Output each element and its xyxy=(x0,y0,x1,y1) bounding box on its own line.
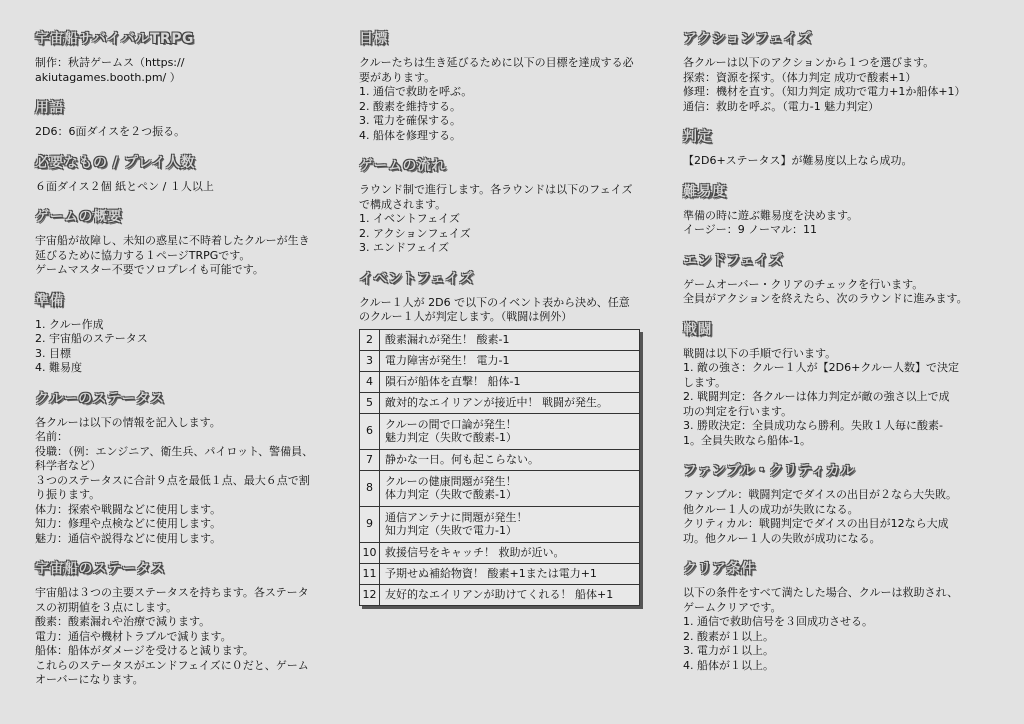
section-fumble-critical xyxy=(683,462,1003,546)
credits: 制作：秋詩ゲームス（https:// akiutagames.booth.pm/ ） xyxy=(35,56,185,84)
goals-heading: 目標 xyxy=(359,31,388,47)
section-preparation xyxy=(35,292,345,376)
section-crew-status xyxy=(35,390,345,547)
table-row xyxy=(360,449,640,470)
table-row xyxy=(360,350,640,371)
action-phase-heading: アクションフェイズ xyxy=(683,31,812,47)
table-row xyxy=(360,563,640,584)
action-phase-body: 各クルーは以下のアクションから１つを選びます。 探索：資源を探す。（体力判定 成功で酸素+1） 修理：機材を直す。（知力判定 成功で電力+1か船体+1） 通信：救助を呼ぶ。（電力-1 魅力判定） xyxy=(683,56,966,113)
table-row xyxy=(360,542,640,563)
section-difficulty xyxy=(683,183,1003,238)
event-text: 電力障害が発生！ 電力-1 xyxy=(380,350,640,371)
section-combat xyxy=(683,321,1003,449)
event-roll: 4 xyxy=(360,371,380,392)
event-roll: 6 xyxy=(360,413,380,449)
terms-heading: 用語 xyxy=(35,100,64,116)
column-left xyxy=(35,30,345,702)
event-text: 通信アンテナに問題が発生！ 知力判定（失敗で電力-1） xyxy=(380,506,640,542)
event-text: 救援信号をキャッチ！ 救助が近い。 xyxy=(380,542,640,563)
difficulty-body: 準備の時に遊ぶ難易度を決めます。 イージー：9 ノーマル：11 xyxy=(683,208,859,236)
event-roll: 9 xyxy=(360,506,380,542)
event-roll: 11 xyxy=(360,563,380,584)
clear-heading: クリア条件 xyxy=(683,561,756,577)
event-roll: 10 xyxy=(360,542,380,563)
flow-heading: ゲームの流れ xyxy=(359,158,446,174)
section-check xyxy=(683,128,1003,169)
crew-status-heading: クルーのステータス xyxy=(35,390,165,407)
column-middle xyxy=(359,30,664,620)
section-event-phase xyxy=(359,270,664,606)
event-phase-heading: イベントフェイズ xyxy=(359,270,474,287)
table-row xyxy=(360,329,640,350)
combat-heading: 戦闘 xyxy=(683,321,712,338)
materials-heading: 必要なもの / プレイ人数 xyxy=(35,154,196,171)
materials-body: ６面ダイス２個 紙とペン / １人以上 xyxy=(35,179,214,193)
event-table xyxy=(359,329,640,606)
flow-body: ラウンド制で進行します。各ラウンドは以下のフェイズ で構成されます。 1. イベントフェイズ 2. アクションフェイズ 3. エンドフェイズ xyxy=(359,183,633,254)
event-text: 友好的なエイリアンが助けてくれる！ 船体+1 xyxy=(380,584,640,605)
column-right xyxy=(683,30,1003,687)
table-row xyxy=(360,470,640,506)
preparation-heading: 準備 xyxy=(35,292,64,309)
section-end-phase xyxy=(683,252,1003,307)
ship-status-body: 宇宙船は３つの主要ステータスを持ちます。各ステータ スの初期値を３点にします。 酸素：酸素漏れや治療で減ります。 電力：通信や機材トラブルで減ります。 船体：船体がダメージを受けると減ります。 これらのステータスがエンドフェイズに０だと、ゲーム オーバーになります。 xyxy=(35,586,309,686)
game-title: 宇宙船サバイバルTRPG xyxy=(35,31,194,47)
section-overview xyxy=(35,208,345,278)
fumble-heading: ファンブル・クリティカル xyxy=(683,463,855,479)
terms-body: 2D6：6面ダイスを２つ振る。 xyxy=(35,125,186,138)
event-text: クルーの健康問題が発生！ 体力判定（失敗で酸素-1） xyxy=(380,470,640,506)
ship-status-heading: 宇宙船のステータス xyxy=(35,561,166,577)
end-phase-heading: エンドフェイズ xyxy=(683,252,784,269)
event-text: 隕石が船体を直撃！ 船体-1 xyxy=(380,371,640,392)
overview-heading: ゲームの概要 xyxy=(35,209,122,225)
section-flow xyxy=(359,157,664,256)
event-text: 酸素漏れが発生！ 酸素-1 xyxy=(380,329,640,350)
goals-body: クルーたちは生き延びるために以下の目標を達成する必 要があります。 1. 通信で救助を呼ぶ。 2. 酸素を維持する。 3. 電力を確保する。 4. 船体を修理する。 xyxy=(359,56,634,142)
table-row xyxy=(360,371,640,392)
check-heading: 判定 xyxy=(683,129,712,145)
combat-body: 戦闘は以下の手順で行います。 1. 敵の強さ：クルー１人が【2D6+クルー人数】で決定 します。 2. 戦闘判定：各クルーは体力判定が敵の強さ以上で成 功の判定を行います。 3. 勝敗決定：全員成功なら勝利。失敗１人毎に酸素- 1。全員失敗なら船体-1。 xyxy=(683,346,960,447)
event-roll: 5 xyxy=(360,392,380,413)
event-roll: 7 xyxy=(360,449,380,470)
event-text: 予期せぬ補給物資！ 酸素+1または電力+1 xyxy=(380,563,640,584)
event-roll: 8 xyxy=(360,470,380,506)
event-roll: 3 xyxy=(360,350,380,371)
section-ship-status xyxy=(35,560,345,688)
event-text: 敵対的なエイリアンが接近中！ 戦闘が発生。 xyxy=(380,392,640,413)
table-row xyxy=(360,392,640,413)
section-clear xyxy=(683,560,1003,673)
table-row xyxy=(360,413,640,449)
event-text: クルーの間で口論が発生！ 魅力判定（失敗で酸素-1） xyxy=(380,413,640,449)
overview-body: 宇宙船が故障し、未知の惑星に不時着したクルーが生き 延びるために協力する１ページTRPGです。 ゲームマスター不要でソロプレイも可能です。 xyxy=(35,234,310,276)
section-title xyxy=(35,30,345,85)
preparation-body: 1. クルー作成 2. 宇宙船のステータス 3. 目標 4. 難易度 xyxy=(35,317,148,374)
fumble-body: ファンブル：戦闘判定でダイスの出目が２なら大失敗。 他クルー１人の成功が失敗になる。 クリティカル：戦闘判定でダイスの出目が12なら大成 功。他クルー１人の失敗が成功になる。 xyxy=(683,488,958,545)
difficulty-heading: 難易度 xyxy=(683,183,727,200)
crew-status-body: 各クルーは以下の情報を記入します。 名前： 役職：（例：エンジニア、衛生兵、パイロット、警備員、 科学者など） ３つのステータスに合計９点を最低１点、最大６点で割 り振ります。 体力：探索や戦闘などに使用します。 知力：修理や点検などに使用します。 魅力：通信や説得などに使用します。 xyxy=(35,415,314,545)
table-row xyxy=(360,584,640,605)
event-roll: 2 xyxy=(360,329,380,350)
section-terms xyxy=(35,99,345,140)
event-text: 静かな一日。何も起こらない。 xyxy=(380,449,640,470)
table-row xyxy=(360,506,640,542)
section-action-phase xyxy=(683,30,1003,114)
section-materials xyxy=(35,154,345,195)
end-phase-body: ゲームオーバー・クリアのチェックを行います。 全員がアクションを終えたら、次のラウンドに進みます。 xyxy=(683,277,968,305)
section-goals xyxy=(359,30,664,143)
clear-body: 以下の条件をすべて満たした場合、クルーは救助され、 ゲームクリアです。 1. 通信で救助信号を３回成功させる。 2. 酸素が１以上。 3. 電力が１以上。 4. 船体が１以上。 xyxy=(683,586,959,672)
event-phase-body: クルー１人が 2D6 で以下のイベント表から決め、任意 のクルー１人が判定します。（戦闘は例外） xyxy=(359,295,630,323)
check-body: 【2D6+ステータス】が難易度以上なら成功。 xyxy=(683,154,913,167)
event-roll: 12 xyxy=(360,584,380,605)
